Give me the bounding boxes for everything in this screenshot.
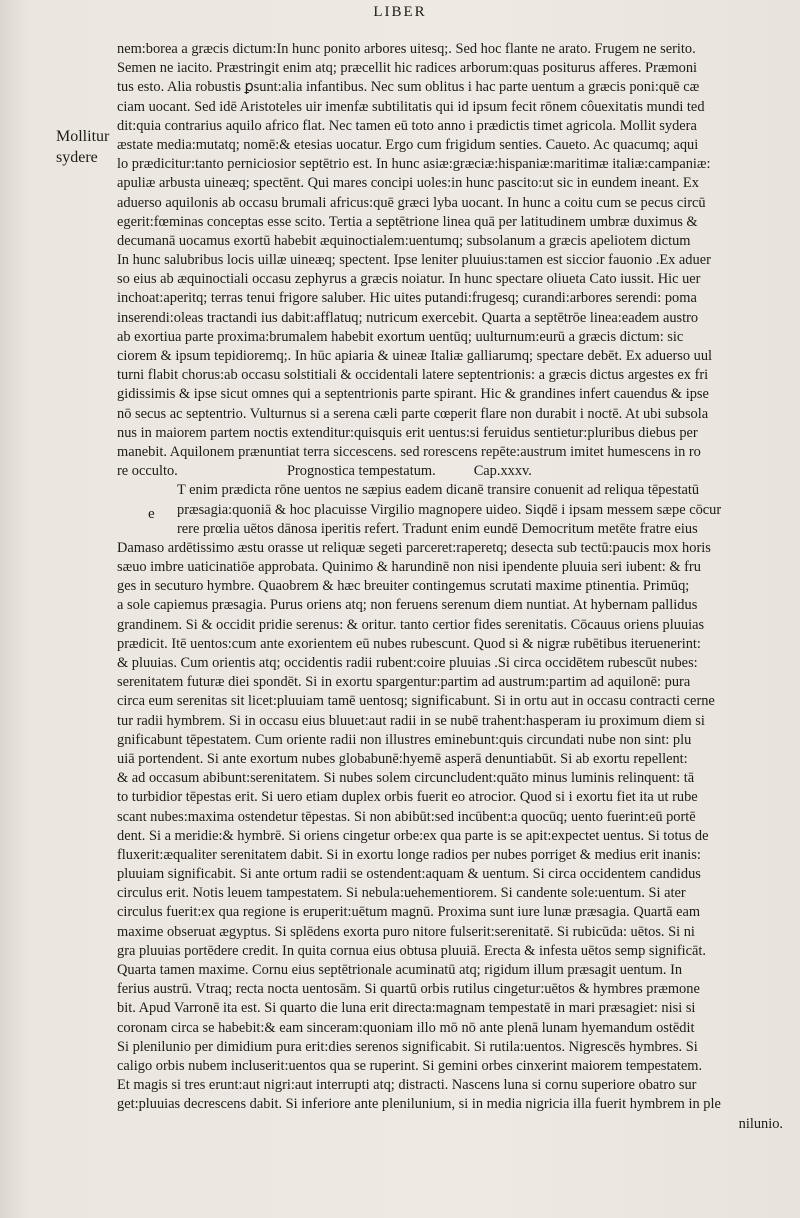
text-line: maxime obseruat ægyptus. Si splēdens exorta puro nitore fulserit:serenitatē. Si rubicūda: uētos. Si ni: [117, 923, 695, 940]
text-line: nem:borea a græcis dictum:In hunc ponito arbores uitesq;. Sed hoc flante ne arato. Frugem ne serito.: [117, 41, 696, 57]
text-line: bit. Apud Varronē ita est. Si quarto die luna erit directa:magnam tempestatē in mari præsagiet: nisi si: [117, 1000, 696, 1017]
text-line: nus in maiorem partem noctis extenditur:quisquis erit uentus:si feruidus sentietur:pluribus diebus per: [117, 424, 698, 441]
text-line: lo prædicitur:tanto perniciosior septētrio est. In hunc asiæ:græciæ:hispaniæ:maritimæ italiæ:campaniæ:: [117, 156, 711, 173]
text-line: serenitatem futuræ diei spondēt. Si in exortu spargentur:partim ad austrum:partim ad aquilonē: pura: [117, 674, 691, 691]
text-line: apuliæ arbusta uineæq; spectēnt. Qui mares concipi uoles:in hunc pascito:ut sic in eundem ineant. Ex: [117, 175, 699, 192]
running-head: LIBER: [373, 4, 427, 20]
text-line: & pluuias. Cum orientis atq; occidentis radii rubent:coire pluuias .Si circa occidētem rubescūt nubes:: [117, 655, 698, 671]
text-line: æstate media:mutatq; nomē:& etesias uocatur. Ergo cum frigidum senties. Caueto. Ac quacumq; aqui: [117, 136, 699, 153]
text-line: aduerso aquilonis ab occasu brumali africus:quē græci lyba uocant. In hunc a coitu cum se pecus circū: [117, 194, 706, 211]
text-line: gnificabunt tēpestatem. Cum oriente radii non illustres eminebunt:quis circundati nube non sint: plu: [117, 731, 692, 748]
text-line: fluxerit:æqualiter serenitatem dabit. Si in exortu longe radios per nubes porriget & medius erit inanis:: [117, 846, 701, 863]
text-line: circa eum serenitas sit licet:pluuiam tamē uentosq; significabunt. Si in ortu aut in occasu contracti cerne: [117, 693, 715, 710]
chapter-title: Prognostica tempestatum.: [287, 463, 436, 480]
margin-note-line: sydere: [56, 149, 98, 166]
text-line: Et magis si tres erunt:aut nigri:aut interrupti atq; distracti. Nascens luna si cornu superiore obatro sur: [117, 1077, 697, 1094]
text-line: Semen ne iacito. Præstringit enim atq; præcellit hic radices arborum:quas positurus afferes. Præmoni: [117, 60, 698, 77]
text-line: dent. Si a meridie:& hymbrē. Si oriens cingetur orbe:ex qua parte is se apit:expectet uentus. Si totus de: [117, 827, 709, 844]
text-line: grandinem. Si & occidit pridie serenus: & oritur. tanto certior fides serenitatis. Cōcauus oriens pluuias: [117, 616, 705, 633]
text-line: rere prœlia uētos dānosa iperitis refert. Tradunt enim eundē Democritum metēte fratre eius: [177, 520, 698, 537]
text-line: circulus fuerit:ex qua regione is eruperit:uētum magnū. Proxima sunt iure lunæ præsagia. Quartā eam: [117, 904, 701, 921]
text-line: & ad occasum abibunt:serenitatem. Si nubes solem circuncludent:quāto minus luminis relinquent: tā: [117, 770, 695, 787]
text-line: In hunc salubribus locis uillæ uineæq; spectent. Ipse leniter pluuius:tamen est siccior fauonio .Ex aduer: [117, 252, 711, 269]
text-line: manebit. Aquilonem prænuntiat terra siccescens. sed rorescens repēte:austrum imitet humescens in ro: [117, 443, 701, 460]
text-line: nilunio.: [738, 1115, 783, 1132]
text-line: turni flabit chorus:ab occasu solstitiali & occidentali latere septentrionis: a græcis dictus argestes ex fri: [117, 367, 709, 384]
text-line: uiā portendent. Si ante exortum nubes globabunē:hyemē asperā denuntiabūt. Si ab exortu repellent:: [117, 750, 688, 767]
text-line: Si plenilunio per dimidium pura erit:dies serenos significabit. Si rutila:uentos. Nigrescēs hymbres. Si: [117, 1038, 698, 1055]
text-line: gidissimis & ipse sicut omnes qui a septentrionis parte spirant. Hic & grandines infert cauendus & ipse: [117, 386, 709, 403]
text-line: nō secus ac septentrio. Vulturnus si a serena cæli parte cœperit flare non durabit i noctē. At ubi subsola: [117, 405, 709, 422]
text-line: dit:quia contrarius aquilo africo flat. Nec tamen eū toto anno i prædictis timet agricola. Mollit sydera: [117, 117, 697, 134]
text-line: inserendi:oleas tractandi ius dabit:afflatuq; nutricum exercebit. Quarta a septētrōe linea:eadem austro: [117, 309, 699, 326]
text-line: decumanā uocamus exortū habebit æquinoctialem:uentumq; subsolanum a græcis apeliotem dictum: [117, 232, 691, 249]
text-line: to turbidior tēpestas erit. Si uero etiam duplex orbis fuerit eo atrocior. Quod si i exortu fiet ita ut rube: [117, 789, 698, 806]
text-line: re occulto.: [117, 463, 178, 480]
text-line: Quarta tamen maxime. Cornu eius septētrionale acuminatū atq; rigidum illum præsagit uentum. In: [117, 962, 683, 978]
text-line: Damaso ardētissimo æstu orasse ut reliquæ segeti parceret:raperetq; desecta sub tectū:paucis mox horis: [117, 539, 711, 556]
body-text-column: [117, 40, 800, 1134]
text-line: ab exortiua parte proxima:brumalem habebit exortum uentūq; uulturnum:eurū a græcis dictum: sic: [117, 328, 684, 345]
text-line: ges in secuturo hymbre. Quaobrem & hæc breuiter contingemus scrutati maxime ptinentia. Primūq;: [117, 578, 690, 595]
marginal-letter: e: [148, 506, 155, 522]
text-line: gra pluuias portēdere credit. In quita cornua eius obtusa pluuiā. Erecta & infesta uētos semp significāt.: [117, 942, 707, 959]
text-line: get:pluuias decrescens dabit. Si inferiore ante plenilunium, si in media nigricia illa fuerit hymbrem in ple: [117, 1096, 721, 1113]
text-line: pluuiam significabit. Si ante ortum radii se ostendent:aquam & uentum. Si circa occidentem candidus: [117, 866, 701, 883]
margin-note-line: Mollitur: [56, 128, 110, 145]
margin-note: [56, 126, 126, 168]
text-line: egerit:fœminas conceptas esse scito. Tertia a septētrione linea quā per latitudinem umbræ duximus &: [117, 213, 698, 230]
text-line: tus esto. Alia robustis ꝑsunt:alia infantibus. Nec sum oblitus i hac parte uentum a græcis poni:quē cæ: [117, 79, 700, 96]
text-line: tur radii hymbrem. Si in occasu eius bluuet:aut radii in se nubē trahent:hasperam iu proximum diem si: [117, 712, 705, 729]
text-line: prædicit. Itē uentos:cum ante exorientem eū nubes rubescunt. Quod si & nigræ rubētibus iteruenerint:: [117, 635, 701, 652]
text-line: a sole capiemus præsagia. Purus oriens atq; non feruens serenum diem nuntiat. At hybernam pallidus: [117, 597, 698, 614]
text-line: ciorem & ipsum tepidioremq;. In hūc apiaria & uineæ Italiæ galliarumq; spectare debēt. Ex aduerso uul: [117, 348, 713, 364]
text-line: sæuo imbre uaticinatiōe approbata. Quinimo & harundinē non nisi ipendente pluuia seri iubent: & fru: [117, 559, 701, 576]
text-line: ferius austrū. Vtraq; recta nocta uentosām. Si quartū orbis rutilus cingetur:uētos & hymbres præmone: [117, 981, 700, 998]
text-line: præsagia:quoniā & hoc placuisse Virgilio magnopere uideo. Siqdē i ipsam messem sæpe cōcur: [177, 501, 722, 518]
text-line: ciam uocant. Sed idē Aristoteles uir imenfæ subtilitatis qui id ipsum fecit rōnem côuexitatis mundi ted: [117, 98, 705, 115]
text-line: coronam circa se habebit:& eam sinceram:quoniam illo mō nō ante plenā lunam hyemandum ostēdit: [117, 1019, 695, 1036]
text-line: scant nubes:maxima ostendetur tēpestas. Si non abibūt:sed incūbent:a quocūq; uento fuerint:eū portē: [117, 808, 696, 825]
chapter-number: Cap.xxxv.: [473, 463, 532, 480]
text-line: so eius ab æquinoctiali occasu zephyrus a græcis noiatur. In hunc spectare oliueta Cato iussit. Hic uer: [117, 271, 701, 288]
chapter-heading: [117, 462, 800, 481]
text-line: circulus erit. Notis leuem tampestatem. Si nebula:uehementiorem. Si candente sole:uentum. Si ater: [117, 885, 686, 902]
text-line: T enim prædicta rōne uentos ne sæpius eadem dicanē transire conuenit ad reliqua tēpestatū: [177, 482, 700, 499]
text-line: inchoat:aperitq; terras tenui frigore saluber. Hic uites putandi:frugesq; curandi:arbores serendi: poma: [117, 290, 697, 307]
text-line: caligo orbis nubem incluserit:uentos qua se ruperint. Si gemini orbes cinxerint maiorem tempestatem.: [117, 1057, 703, 1074]
